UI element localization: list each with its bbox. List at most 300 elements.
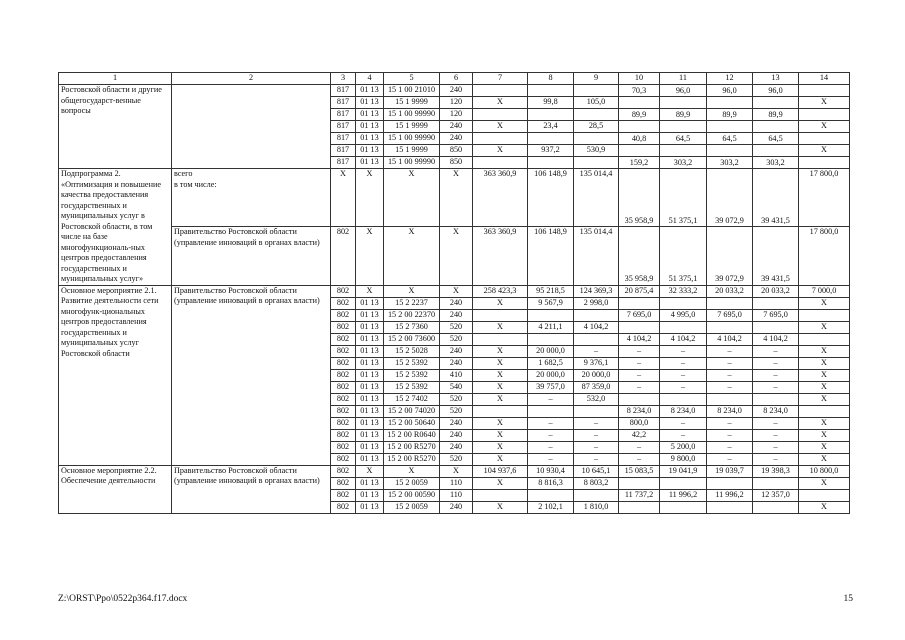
- table-cell: Х: [356, 285, 384, 297]
- table-cell: 10 645,1: [574, 465, 619, 477]
- table-cell: 802: [331, 345, 356, 357]
- table-cell: 850: [440, 145, 473, 157]
- table-cell: [753, 321, 799, 333]
- table-cell: –: [660, 381, 707, 393]
- table-cell: 01 13: [356, 477, 384, 489]
- table-row: [59, 465, 850, 477]
- table-cell: [707, 477, 753, 489]
- table-row: [59, 285, 850, 297]
- table-cell: 802: [331, 465, 356, 477]
- table-cell: 9 800,0: [660, 453, 707, 465]
- table-cell: 7 000,0: [799, 285, 850, 297]
- table-cell: 240: [440, 357, 473, 369]
- executor-cell: всего в том числе:: [172, 169, 331, 227]
- table-cell: [574, 133, 619, 145]
- table-cell: 105,0: [574, 97, 619, 109]
- column-header: 2: [172, 73, 331, 85]
- executor-cell: [172, 85, 331, 169]
- table-cell: 01 13: [356, 85, 384, 97]
- table-cell: 15 1 9999: [384, 97, 440, 109]
- table-cell: Х: [799, 441, 850, 453]
- table-cell: 89,9: [707, 109, 753, 121]
- table-cell: –: [528, 441, 574, 453]
- executor-cell: Правительство Ростовской области (управление инноваций в органах власти): [172, 285, 331, 465]
- table-cell: Х: [473, 429, 528, 441]
- table-cell: Х: [473, 369, 528, 381]
- table-cell: 32 333,2: [660, 285, 707, 297]
- table-cell: –: [753, 417, 799, 429]
- table-cell: Х: [384, 227, 440, 285]
- table-cell: 15 1 00 21010: [384, 85, 440, 97]
- column-header: 12: [707, 73, 753, 85]
- table-cell: Х: [384, 169, 440, 227]
- table-cell: –: [619, 357, 660, 369]
- table-cell: 8 234,0: [619, 405, 660, 417]
- table-cell: [473, 157, 528, 169]
- table-cell: 40,8: [619, 133, 660, 145]
- column-header: 11: [660, 73, 707, 85]
- table-cell: –: [660, 345, 707, 357]
- table-cell: 87 359,0: [574, 381, 619, 393]
- table-cell: 64,5: [707, 133, 753, 145]
- table-cell: 7 695,0: [707, 309, 753, 321]
- table-cell: [619, 297, 660, 309]
- table-cell: –: [753, 429, 799, 441]
- table-cell: 51 375,1: [660, 227, 707, 285]
- table-cell: Х: [473, 381, 528, 393]
- table-cell: [707, 393, 753, 405]
- table-cell: 19 398,3: [753, 465, 799, 477]
- table-cell: 802: [331, 417, 356, 429]
- table-cell: [660, 121, 707, 133]
- table-cell: 4 104,2: [619, 333, 660, 345]
- table-cell: 11 996,2: [707, 489, 753, 501]
- table-cell: 35 958,9: [619, 227, 660, 285]
- table-cell: 802: [331, 405, 356, 417]
- table-cell: [473, 333, 528, 345]
- table-cell: 01 13: [356, 393, 384, 405]
- table-cell: 802: [331, 453, 356, 465]
- table-cell: 01 13: [356, 357, 384, 369]
- table-cell: [753, 121, 799, 133]
- table-cell: 4 104,2: [753, 333, 799, 345]
- table-cell: –: [753, 381, 799, 393]
- column-header: 4: [356, 73, 384, 85]
- table-cell: 817: [331, 145, 356, 157]
- table-cell: [753, 501, 799, 513]
- table-cell: 20 033,2: [753, 285, 799, 297]
- table-cell: –: [528, 453, 574, 465]
- table-cell: 4 104,2: [574, 321, 619, 333]
- table-cell: 12 357,0: [753, 489, 799, 501]
- table-cell: 240: [440, 345, 473, 357]
- table-cell: –: [660, 357, 707, 369]
- table-cell: 802: [331, 369, 356, 381]
- table-cell: 802: [331, 227, 356, 285]
- table-cell: 240: [440, 85, 473, 97]
- table-cell: 120: [440, 97, 473, 109]
- program-name-cell: Подпрограмма 2. «Оптимизация и повышение качества предоставления государственных и муниципальных услуг в Ростовской области, в том числе на базе многофункциональ-ных центров предоставления государственных и муниципальных услуг»: [59, 169, 172, 286]
- table-cell: 104 937,6: [473, 465, 528, 477]
- table-cell: 817: [331, 97, 356, 109]
- table-cell: –: [707, 453, 753, 465]
- table-cell: Х: [799, 97, 850, 109]
- table-cell: 01 13: [356, 121, 384, 133]
- table-cell: 15 2 5028: [384, 345, 440, 357]
- table-cell: 135 014,4: [574, 227, 619, 285]
- table-cell: 110: [440, 489, 473, 501]
- table-cell: 303,2: [660, 157, 707, 169]
- table-cell: 1 682,5: [528, 357, 574, 369]
- table-cell: 802: [331, 429, 356, 441]
- table-row: [59, 169, 850, 227]
- table-cell: Х: [473, 417, 528, 429]
- table-cell: –: [528, 393, 574, 405]
- table-cell: 2 998,0: [574, 297, 619, 309]
- table-cell: 135 014,4: [574, 169, 619, 227]
- footer-file-path: Z:\ORST\Ppo\0522p364.f17.docx: [58, 594, 188, 604]
- table-cell: –: [753, 357, 799, 369]
- table-cell: 800,0: [619, 417, 660, 429]
- table-cell: [753, 477, 799, 489]
- table-cell: –: [707, 417, 753, 429]
- table-cell: [528, 133, 574, 145]
- table-cell: 240: [440, 429, 473, 441]
- table-cell: 15 2 00 73600: [384, 333, 440, 345]
- table-cell: 11 737,2: [619, 489, 660, 501]
- table-cell: 124 369,3: [574, 285, 619, 297]
- table-cell: 520: [440, 393, 473, 405]
- column-header: 3: [331, 73, 356, 85]
- table-cell: 15 2 00 50640: [384, 417, 440, 429]
- table-cell: Х: [440, 227, 473, 285]
- table-cell: Х: [384, 465, 440, 477]
- table-cell: 1 810,0: [574, 501, 619, 513]
- table-cell: 4 995,0: [660, 309, 707, 321]
- table-cell: –: [660, 369, 707, 381]
- table-cell: 802: [331, 285, 356, 297]
- table-cell: [799, 133, 850, 145]
- budget-table: [58, 72, 850, 514]
- table-cell: –: [753, 369, 799, 381]
- program-name-cell: Основное мероприятие 2.2. Обеспечение деятельности: [59, 465, 172, 513]
- table-cell: –: [574, 345, 619, 357]
- table-cell: [619, 393, 660, 405]
- table-cell: 802: [331, 501, 356, 513]
- table-cell: 8 803,2: [574, 477, 619, 489]
- table-cell: [528, 109, 574, 121]
- table-cell: Х: [473, 501, 528, 513]
- table-cell: 01 13: [356, 145, 384, 157]
- table-cell: –: [574, 429, 619, 441]
- table-cell: –: [619, 453, 660, 465]
- table-cell: [619, 145, 660, 157]
- table-cell: [528, 157, 574, 169]
- table-cell: [574, 109, 619, 121]
- table-cell: Х: [799, 429, 850, 441]
- table-cell: 01 13: [356, 429, 384, 441]
- table-cell: 937,2: [528, 145, 574, 157]
- table-cell: Х: [799, 121, 850, 133]
- table-cell: 64,5: [660, 133, 707, 145]
- column-header: 8: [528, 73, 574, 85]
- table-cell: 159,2: [619, 157, 660, 169]
- table-cell: 01 13: [356, 109, 384, 121]
- table-cell: 15 2 0059: [384, 477, 440, 489]
- table-cell: 11 996,2: [660, 489, 707, 501]
- table-cell: 01 13: [356, 381, 384, 393]
- table-cell: 2 102,1: [528, 501, 574, 513]
- table-cell: 303,2: [707, 157, 753, 169]
- executor-cell: Правительство Ростовской области (управление инноваций в органах власти): [172, 465, 331, 513]
- table-cell: 96,0: [707, 85, 753, 97]
- table-cell: 4 104,2: [707, 333, 753, 345]
- table-cell: –: [753, 345, 799, 357]
- table-cell: 8 234,0: [707, 405, 753, 417]
- table-cell: Х: [473, 121, 528, 133]
- table-cell: 89,9: [753, 109, 799, 121]
- program-name-cell: Основное мероприятие 2.1. Развитие деятельности сети многофунк-циональных центров предоставления государственных и муниципальных услуг Ростовской области: [59, 285, 172, 465]
- table-cell: 106 148,9: [528, 227, 574, 285]
- table-cell: [660, 393, 707, 405]
- table-cell: 01 13: [356, 333, 384, 345]
- table-row: [59, 85, 850, 97]
- table-cell: 19 039,7: [707, 465, 753, 477]
- table-cell: 01 13: [356, 345, 384, 357]
- table-cell: 4 104,2: [660, 333, 707, 345]
- table-cell: 802: [331, 321, 356, 333]
- table-cell: [707, 321, 753, 333]
- table-cell: –: [528, 417, 574, 429]
- table-cell: 15 2 00 22370: [384, 309, 440, 321]
- table-cell: Х: [384, 285, 440, 297]
- table-cell: 802: [331, 489, 356, 501]
- table-cell: –: [660, 429, 707, 441]
- table-cell: [707, 97, 753, 109]
- table-cell: 240: [440, 133, 473, 145]
- table-cell: 15 2 5392: [384, 357, 440, 369]
- table-cell: 89,9: [660, 109, 707, 121]
- table-cell: 817: [331, 121, 356, 133]
- table-cell: 817: [331, 85, 356, 97]
- table-cell: [473, 85, 528, 97]
- table-cell: 15 1 00 99990: [384, 157, 440, 169]
- table-cell: [574, 489, 619, 501]
- table-cell: Х: [799, 145, 850, 157]
- table-cell: [528, 333, 574, 345]
- table-cell: 802: [331, 381, 356, 393]
- table-cell: 9 567,9: [528, 297, 574, 309]
- column-header: 10: [619, 73, 660, 85]
- table-cell: 802: [331, 393, 356, 405]
- table-cell: –: [707, 429, 753, 441]
- table-cell: 530,9: [574, 145, 619, 157]
- table-cell: [707, 145, 753, 157]
- table-cell: 802: [331, 333, 356, 345]
- table-cell: 410: [440, 369, 473, 381]
- table-cell: –: [528, 429, 574, 441]
- executor-cell: Правительство Ростовской области (управление инноваций в органах власти): [172, 227, 331, 285]
- table-cell: Х: [799, 477, 850, 489]
- table-cell: 15 2 00 R0640: [384, 429, 440, 441]
- table-cell: [619, 97, 660, 109]
- table-cell: 240: [440, 417, 473, 429]
- table-cell: 01 13: [356, 297, 384, 309]
- table-cell: 540: [440, 381, 473, 393]
- table-cell: 01 13: [356, 441, 384, 453]
- table-cell: Х: [799, 321, 850, 333]
- table-cell: [660, 321, 707, 333]
- table-cell: [660, 97, 707, 109]
- table-cell: 20 000,0: [528, 369, 574, 381]
- table-cell: [473, 133, 528, 145]
- table-cell: 15 2 00 R5270: [384, 441, 440, 453]
- footer-page-number: 15: [843, 594, 853, 604]
- table-cell: 15 1 00 99990: [384, 133, 440, 145]
- table-cell: 7 695,0: [619, 309, 660, 321]
- table-cell: [707, 297, 753, 309]
- table-cell: Х: [440, 169, 473, 227]
- program-name-cell: Ростовской области и другие общегосударст-венные вопросы: [59, 85, 172, 169]
- table-cell: –: [753, 441, 799, 453]
- table-cell: 802: [331, 477, 356, 489]
- table-cell: 01 13: [356, 97, 384, 109]
- table-cell: [473, 405, 528, 417]
- table-cell: 35 958,9: [619, 169, 660, 227]
- table-cell: 15 2 00 00590: [384, 489, 440, 501]
- table-cell: [528, 489, 574, 501]
- table-cell: Х: [473, 145, 528, 157]
- table-cell: 39 757,0: [528, 381, 574, 393]
- table-cell: [574, 405, 619, 417]
- table-cell: 8 816,3: [528, 477, 574, 489]
- table-cell: 15 083,5: [619, 465, 660, 477]
- table-cell: 64,5: [753, 133, 799, 145]
- table-cell: 39 431,5: [753, 227, 799, 285]
- table-cell: 01 13: [356, 133, 384, 145]
- table-cell: Х: [473, 477, 528, 489]
- table-cell: 89,9: [619, 109, 660, 121]
- table-cell: [528, 405, 574, 417]
- column-header: 5: [384, 73, 440, 85]
- table-cell: 39 072,9: [707, 169, 753, 227]
- table-cell: 39 431,5: [753, 169, 799, 227]
- table-cell: [473, 489, 528, 501]
- table-cell: 106 148,9: [528, 169, 574, 227]
- table-cell: Х: [356, 227, 384, 285]
- table-cell: 15 2 00 74020: [384, 405, 440, 417]
- table-cell: 520: [440, 321, 473, 333]
- table-cell: 363 360,9: [473, 169, 528, 227]
- table-cell: 20 000,0: [528, 345, 574, 357]
- table-cell: –: [619, 441, 660, 453]
- table-cell: Х: [799, 453, 850, 465]
- table-cell: [707, 501, 753, 513]
- table-cell: [619, 121, 660, 133]
- table-cell: [619, 321, 660, 333]
- table-cell: –: [707, 381, 753, 393]
- table-cell: 15 2 5392: [384, 369, 440, 381]
- table-cell: 802: [331, 441, 356, 453]
- table-cell: 817: [331, 109, 356, 121]
- table-cell: Х: [440, 285, 473, 297]
- table-cell: 802: [331, 309, 356, 321]
- table-cell: [753, 97, 799, 109]
- table-cell: [753, 145, 799, 157]
- table-cell: 15 2 00 R5270: [384, 453, 440, 465]
- table-cell: Х: [473, 441, 528, 453]
- table-cell: 8 234,0: [753, 405, 799, 417]
- table-cell: 17 800,0: [799, 169, 850, 227]
- table-cell: 5 200,0: [660, 441, 707, 453]
- table-cell: [574, 157, 619, 169]
- table-cell: 10 800,0: [799, 465, 850, 477]
- table-cell: 10 930,4: [528, 465, 574, 477]
- table-cell: 802: [331, 297, 356, 309]
- table-cell: 01 13: [356, 369, 384, 381]
- table-cell: [574, 333, 619, 345]
- table-cell: [799, 405, 850, 417]
- table-cell: Х: [473, 357, 528, 369]
- table-cell: 7 695,0: [753, 309, 799, 321]
- table-cell: 39 072,9: [707, 227, 753, 285]
- table-cell: [799, 489, 850, 501]
- table-cell: [799, 85, 850, 97]
- table-cell: 23,4: [528, 121, 574, 133]
- table-cell: 01 13: [356, 501, 384, 513]
- table-cell: 15 2 7402: [384, 393, 440, 405]
- table-cell: Х: [440, 465, 473, 477]
- table-cell: 240: [440, 441, 473, 453]
- table-cell: –: [707, 357, 753, 369]
- table-cell: 01 13: [356, 309, 384, 321]
- table-cell: 15 1 9999: [384, 145, 440, 157]
- table-cell: 110: [440, 477, 473, 489]
- table-cell: 01 13: [356, 489, 384, 501]
- table-cell: 4 211,1: [528, 321, 574, 333]
- table-cell: 8 234,0: [660, 405, 707, 417]
- column-header: 1: [59, 73, 172, 85]
- table-cell: [528, 309, 574, 321]
- table-cell: 15 1 00 99990: [384, 109, 440, 121]
- table-cell: 01 13: [356, 417, 384, 429]
- table-cell: [799, 333, 850, 345]
- table-cell: 520: [440, 405, 473, 417]
- column-header: 14: [799, 73, 850, 85]
- table-cell: –: [574, 417, 619, 429]
- table-cell: 802: [331, 357, 356, 369]
- table-cell: 15 2 5392: [384, 381, 440, 393]
- table-cell: 240: [440, 309, 473, 321]
- column-header: 13: [753, 73, 799, 85]
- table-cell: Х: [331, 169, 356, 227]
- table-cell: Х: [473, 345, 528, 357]
- table-cell: 19 041,9: [660, 465, 707, 477]
- table-cell: 96,0: [660, 85, 707, 97]
- table-cell: [473, 309, 528, 321]
- table-cell: Х: [799, 345, 850, 357]
- table-cell: Х: [356, 465, 384, 477]
- table-cell: 240: [440, 501, 473, 513]
- table-cell: 42,2: [619, 429, 660, 441]
- table-cell: Х: [473, 321, 528, 333]
- table-cell: Х: [799, 417, 850, 429]
- table-cell: 20 875,4: [619, 285, 660, 297]
- table-cell: 01 13: [356, 453, 384, 465]
- table-cell: –: [707, 345, 753, 357]
- table-cell: [799, 157, 850, 169]
- table-cell: 520: [440, 453, 473, 465]
